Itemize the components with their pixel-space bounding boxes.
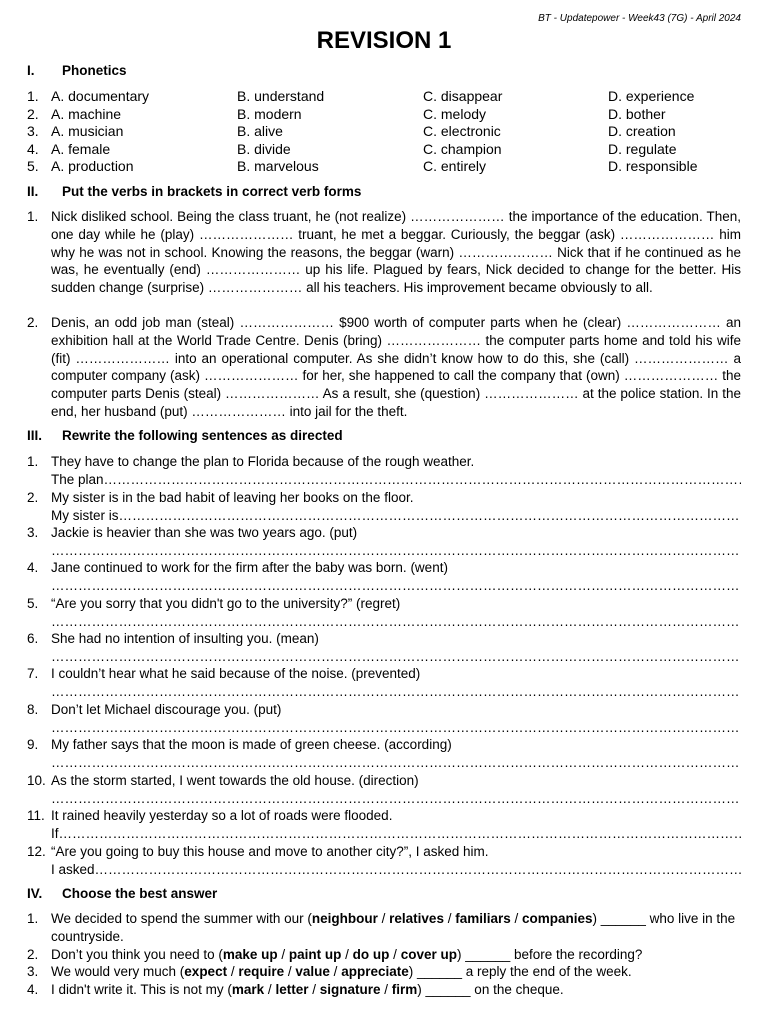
option-c: C. champion [423,140,502,157]
question-before: Don’t you think you need to ( [51,947,223,962]
question-before: We would very much ( [51,964,185,979]
question-text: My sister is in the bad habit of leaving her books on the floor. [51,490,414,505]
mc-question [27,981,741,999]
item-number: 7. [27,666,39,681]
section-number: III. [27,428,43,443]
rewrite-item [27,665,741,700]
verb-form-paragraph [27,208,741,297]
section-title: Choose the best answer [62,886,218,901]
option-a: A. machine [51,105,122,122]
answer-lead: The plan [51,471,104,487]
question-text: As the storm started, I went towards the old house. (direction) [51,773,419,788]
mc-question [27,910,741,945]
item-number: 4. [27,140,39,157]
option-d: D. experience [608,88,695,104]
option-a: A. musician [51,123,124,140]
section-title: Put the verbs in brackets in correct verb forms [62,184,362,199]
section-number: II. [27,184,39,199]
option-c: C. entirely [423,158,487,175]
question-body: We would very much (expect / require / value / appreciate) ______ a reply the end of the week. [51,964,632,979]
item-number: 5. [27,596,39,611]
option-d: D. responsible [608,158,698,175]
question-text: They have to change the plan to Florida because of the rough weather. [51,454,475,469]
paragraph-text: Denis, an odd job man (steal) ………………… $900 worth of computer parts when he (clear) ………………… an exhibition hall at the World Trade Centre. Denis (bring) ………………… the computer parts home and told his wife (fit) ………………… into an operational computer. As she didn’t know how to do this, she (call) ………………… a computer company (ask) ………………… for her, she happened to call the company that (own) ………………… the computer parts Denis (steal) ………………… As a result, she (question) ………………… at the police station. In the end, her husband (put) ………………… into jail for the theft. [51,315,741,419]
item-number: 4. [27,982,39,997]
section-title: Phonetics [62,63,127,78]
answer-option: mark [231,982,265,997]
rewrite-item [27,489,741,524]
option-d: D. regulate [608,140,677,157]
item-number: 5. [27,158,39,175]
rewrite-item [27,772,741,807]
option-c: C. electronic [423,123,501,140]
item-number: 12. [27,844,46,859]
answer-line [51,790,741,808]
answer-line [51,542,741,560]
item-number: 10. [27,773,46,788]
answer-lead: I asked [51,861,95,877]
option-b: B. marvelous [237,158,319,175]
question-text: She had no intention of insulting you. (mean) [51,631,319,646]
rewrite-item [27,701,741,736]
option-a: A. female [51,140,111,157]
option-d: D. creation [608,123,676,140]
answer-line [51,577,741,595]
question-text: Jackie is heavier than she was two years ago. (put) [51,525,358,540]
question-body: Don’t you think you need to (make up / paint up / do up / cover up) ______ before the recording? [51,947,643,962]
answer-option: firm [391,982,418,997]
item-number: 6. [27,631,39,646]
option-b: B. divide [237,140,291,157]
answer-option: value [295,964,330,979]
question-text: Don’t let Michael discourage you. (put) [51,702,282,717]
option-d: D. bother [608,105,666,122]
section-heading-rewrite [27,428,343,443]
option-a: A. documentary [51,88,150,104]
question-text: “Are you sorry that you didn't go to the university?” (regret) [51,596,401,611]
item-number: 3. [27,964,39,979]
answer-line [51,754,741,772]
question-before: We decided to spend the summer with our ( [51,911,312,926]
item-number: 11. [27,808,45,823]
question-text: I couldn’t hear what he said because of the noise. (prevented) [51,666,421,681]
rewrite-item [27,524,741,559]
option-b: B. modern [237,105,302,122]
question-after: ) ______ a reply the end of the week. [408,964,632,979]
question-after: ) ______ before the recording? [456,947,643,962]
verb-form-paragraph [27,314,741,421]
answer-option: letter [275,982,309,997]
section-number: IV. [27,886,43,901]
header-note: BT - Updatepower - Week43 (7G) - April 2024 [538,13,741,24]
question-after: ) ______ who live in the countryside. [51,911,736,944]
option-c: C. disappear [423,88,503,104]
rewrite-item [27,595,741,630]
option-a: A. production [51,158,134,175]
item-number: 4. [27,560,39,575]
answer-option: familiars [455,911,511,926]
question-text: It rained heavily yesterday so a lot of roads were flooded. [51,808,393,823]
mc-question [27,963,741,981]
item-number: 3. [27,525,39,540]
section-heading-choose [27,886,217,901]
item-number: 1. [27,911,39,926]
question-text: Jane continued to work for the firm after the baby was born. (went) [51,560,448,575]
answer-line [51,507,741,525]
question-body: I didn't write it. This is not my (mark / letter / signature / firm) ______ on the cheque. [51,982,564,997]
answer-option: expect [184,964,228,979]
question-text: “Are you going to buy this house and move to another city?”, I asked him. [51,844,489,859]
answer-line [51,683,741,701]
item-number: 2. [27,105,39,122]
answer-option: relatives [389,911,444,926]
answer-option: do up [352,947,390,962]
paragraph-text: Nick disliked school. Being the class truant, he (not realize) ………………… the importance of the education. Then, one day while he (play) ………………… truant, he met a beggar. Curiously, the beggar (ask) ………………… him why he was not in school. Knowing the reasons, the beggar (warn) ………………… Nick that if he continued as he was, he eventually (end) ………………… up his life. Plagued by fears, Nick decided to change for the better. His sudden change (surprise) ………………… all his teachers. His improvement became obviously to all. [51,209,741,296]
question-body: We decided to spend the summer with our (neighbour / relatives / familiars / companies) ______ who live in the countryside. [51,911,736,944]
section-title: Rewrite the following sentences as directed [62,428,343,443]
item-number: 2. [27,315,39,330]
rewrite-item [27,453,741,488]
option-b: B. alive [237,123,283,140]
answer-line [51,861,741,879]
page-title: REVISION 1 [316,27,452,54]
item-number: 2. [27,947,39,962]
answer-option: require [238,964,285,979]
answer-option: companies [522,911,593,926]
item-number: 8. [27,702,39,717]
answer-option: make up [222,947,278,962]
section-number: I. [27,63,35,78]
answer-option: cover up [400,947,457,962]
answer-line [51,648,741,666]
question-text: My father says that the moon is made of green cheese. (according) [51,737,452,752]
answer-line [51,471,741,489]
question-before: I didn't write it. This is not my ( [51,982,232,997]
answer-line [51,825,741,843]
answer-lead: If [51,825,59,841]
answer-lead: My sister is [51,507,119,523]
item-number: 2. [27,490,39,505]
answer-option: signature [319,982,381,997]
rewrite-item [27,559,741,594]
option-c: C. melody [423,105,487,122]
question-after: ) ______ on the cheque. [417,982,564,997]
mc-question [27,946,741,964]
answer-line [51,719,741,737]
answer-option: paint up [288,947,342,962]
section-heading-phonetics [27,63,127,78]
item-number: 3. [27,123,39,140]
answer-option: neighbour [311,911,378,926]
rewrite-item [27,843,741,878]
item-number: 1. [27,454,39,469]
answer-option: appreciate [341,964,409,979]
rewrite-item [27,807,741,842]
answer-line [51,613,741,631]
rewrite-item [27,630,741,665]
item-number: 1. [27,209,39,224]
item-number: 9. [27,737,39,752]
item-number: 1. [27,88,39,104]
rewrite-item [27,736,741,771]
section-heading-verb-forms [27,184,361,199]
option-b: B. understand [237,88,325,104]
